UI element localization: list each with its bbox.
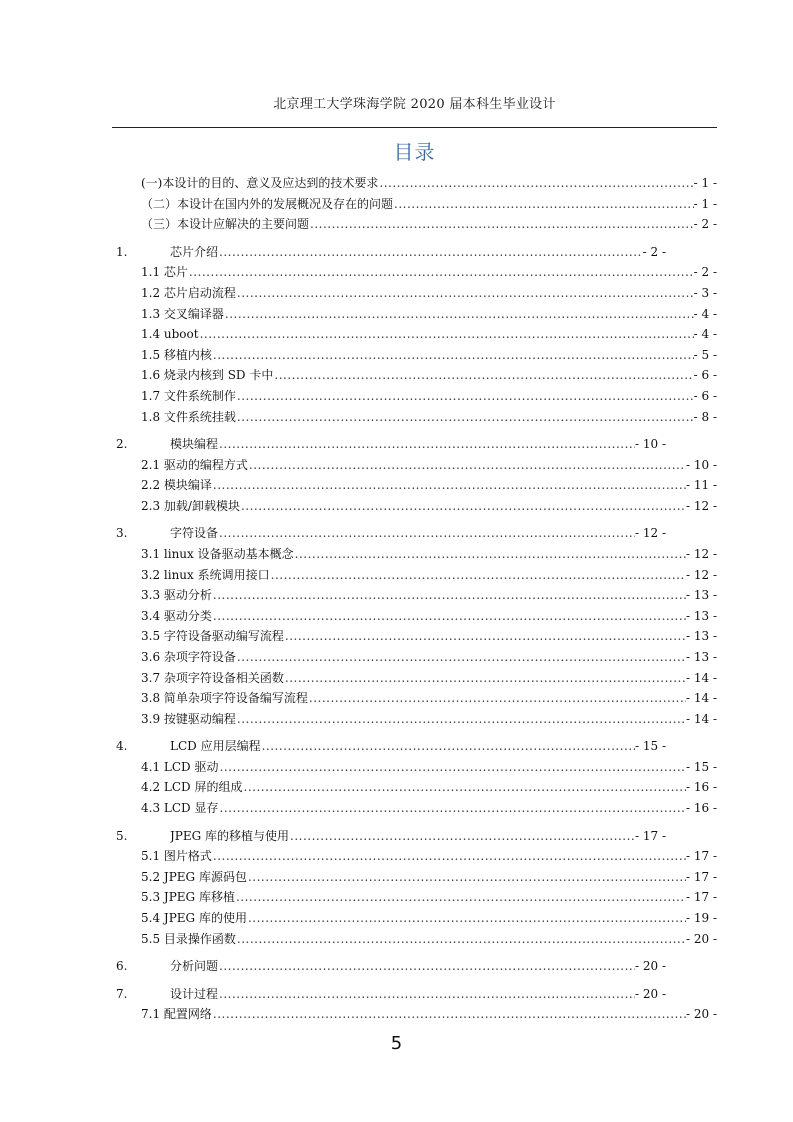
toc-entry-page: - 14 - xyxy=(685,711,717,726)
dot-leader xyxy=(212,585,686,605)
dot-leader xyxy=(393,194,694,214)
toc-entry-title: 1.1 芯片 xyxy=(141,265,188,280)
toc-entry-page: - 4 - xyxy=(693,327,717,342)
toc-entry-title: 设计过程 xyxy=(170,986,219,1001)
toc-entry-title: 5.5 目录操作函数 xyxy=(141,931,236,946)
toc-entry-page: - 10 - xyxy=(634,437,666,451)
toc-entry-title: 2.1 驱动的编程方式 xyxy=(141,457,248,472)
dot-leader xyxy=(218,434,635,454)
toc-entry-title: 5.4 JPEG 库的使用 xyxy=(141,910,247,925)
toc-section-entry[interactable] xyxy=(141,262,717,282)
toc-entry-title: 3.3 驱动分析 xyxy=(141,588,212,603)
dot-leader xyxy=(294,544,686,564)
toc-section-entry[interactable] xyxy=(141,606,717,626)
dot-leader xyxy=(270,565,686,585)
toc-section-entry[interactable] xyxy=(141,908,717,928)
toc-entry-page: - 13 - xyxy=(685,588,717,603)
dot-leader xyxy=(284,668,686,688)
toc-section-entry[interactable] xyxy=(141,647,717,667)
toc-entry-page: - 8 - xyxy=(693,409,717,424)
toc-entry-page: - 2 - xyxy=(642,244,666,259)
toc-entry-title: 分析问题 xyxy=(170,959,219,973)
toc-entry-page: - 13 - xyxy=(685,608,717,623)
toc-section-entry[interactable] xyxy=(141,887,717,907)
toc-intro-entry[interactable] xyxy=(141,194,717,214)
dot-leader xyxy=(199,324,694,344)
dot-leader xyxy=(188,262,694,282)
dot-leader xyxy=(236,647,686,667)
chapter-number: 5. xyxy=(116,828,128,843)
toc-entry-page: - 3 - xyxy=(693,285,717,300)
dot-leader xyxy=(308,688,686,708)
dot-leader xyxy=(240,496,686,516)
toc-entry-title: 3.4 驱动分类 xyxy=(141,608,212,623)
toc-entry-title: 3.5 字符设备驱动编写流程 xyxy=(141,629,284,644)
chapter-number: 7. xyxy=(116,986,128,1001)
toc-chapter-entry[interactable] xyxy=(170,984,666,1004)
toc-entry-title: 2.3 加载/卸载模块 xyxy=(141,498,240,513)
toc-entry-page: - 20 - xyxy=(634,986,666,1001)
dot-leader xyxy=(212,1004,686,1024)
toc-section-entry[interactable] xyxy=(141,386,717,406)
toc-section-entry[interactable] xyxy=(141,929,717,949)
toc-chapter-entry[interactable] xyxy=(170,956,666,976)
toc-entry-page: - 6 - xyxy=(693,368,717,383)
toc-section-entry[interactable] xyxy=(141,565,717,585)
toc-entry-title: 1.4 uboot xyxy=(141,327,199,342)
toc-entry-page: - 15 - xyxy=(634,739,666,754)
toc-section-entry[interactable] xyxy=(141,407,717,427)
toc-entry-title: 芯片介绍 xyxy=(170,244,219,259)
page-number: 5 xyxy=(390,1033,403,1054)
dot-leader xyxy=(273,365,693,385)
dot-leader xyxy=(236,407,694,427)
toc-entry-page: - 12 - xyxy=(685,498,717,513)
dot-leader xyxy=(218,984,635,1004)
toc-entry-title: 1.5 移植内核 xyxy=(141,347,212,362)
dot-leader xyxy=(212,846,686,866)
toc-entry-page: - 11 - xyxy=(685,478,717,493)
toc-chapter-entry[interactable] xyxy=(170,523,666,543)
toc-entry-page: - 6 - xyxy=(693,388,717,403)
toc-entry-page: - 1 - xyxy=(693,176,717,190)
toc-entry-title: 4.2 LCD 屏的组成 xyxy=(141,780,243,795)
toc-entry-title: 字符设备 xyxy=(170,526,219,541)
toc-entry-page: - 5 - xyxy=(693,347,717,362)
dot-leader xyxy=(289,826,635,846)
toc-entry-page: - 4 - xyxy=(693,306,717,321)
toc-entry-page: - 12 - xyxy=(685,546,717,561)
toc-section-entry[interactable] xyxy=(141,757,717,777)
toc-entry-page: - 20 - xyxy=(685,931,717,946)
toc-entry-title: 4.3 LCD 显存 xyxy=(141,801,219,815)
chapter-number: 1. xyxy=(116,244,128,259)
chapter-number: 2. xyxy=(116,437,128,451)
toc-section-entry[interactable] xyxy=(141,496,717,516)
dot-leader xyxy=(261,736,635,756)
toc-entry-page: - 1 - xyxy=(693,196,717,211)
dot-leader xyxy=(224,304,694,324)
toc-entry-page: - 12 - xyxy=(634,526,666,541)
toc-entry-title: (一)本设计的目的、意义及应达到的技术要求 xyxy=(141,176,379,190)
toc-section-entry[interactable] xyxy=(141,365,717,385)
toc-section-entry[interactable] xyxy=(141,867,717,887)
dot-leader xyxy=(236,929,686,949)
toc-chapter-entry[interactable] xyxy=(170,434,666,454)
dot-leader xyxy=(235,887,686,907)
dot-leader xyxy=(247,908,686,928)
toc-entry-page: - 2 - xyxy=(693,217,717,232)
toc-entry-page: - 19 - xyxy=(685,910,717,925)
toc-entry-page: - 16 - xyxy=(685,780,717,795)
toc-entry-title: 2.2 模块编译 xyxy=(141,478,212,493)
toc-chapter-entry[interactable] xyxy=(170,736,666,756)
toc-entry-page: - 17 - xyxy=(685,869,717,884)
toc-entry-page: - 17 - xyxy=(685,890,717,905)
toc-entry-title: （三）本设计应解决的主要问题 xyxy=(141,217,310,232)
toc-entry-page: - 10 - xyxy=(685,457,717,472)
toc-section-entry[interactable] xyxy=(141,345,717,365)
toc-section-entry[interactable] xyxy=(141,846,717,866)
toc-intro-entry[interactable] xyxy=(141,173,717,193)
toc-entry-page: - 20 - xyxy=(685,1007,717,1022)
chapter-number: 3. xyxy=(116,526,128,541)
toc-title: 目录 xyxy=(393,140,436,164)
toc-section-entry[interactable] xyxy=(141,626,717,646)
dot-leader xyxy=(378,173,693,193)
toc-intro-entry[interactable] xyxy=(141,214,717,234)
dot-leader xyxy=(236,283,694,303)
dot-leader xyxy=(218,242,643,262)
toc-entry-title: 3.8 简单杂项字符设备编写流程 xyxy=(141,691,308,706)
toc-section-entry[interactable] xyxy=(141,544,717,564)
dot-leader xyxy=(236,386,694,406)
toc-section-entry[interactable] xyxy=(141,304,717,324)
toc-entry-title: 1.3 交叉编译器 xyxy=(141,306,224,321)
toc-entry-title: 3.9 按键驱动编程 xyxy=(141,711,236,726)
toc-entry-page: - 20 - xyxy=(634,959,666,973)
toc-entry-title: 1.7 文件系统制作 xyxy=(141,388,236,403)
toc-entry-title: 1.2 芯片启动流程 xyxy=(141,285,236,300)
toc-entry-title: 5.3 JPEG 库移植 xyxy=(141,890,235,905)
toc-entry-title: 5.2 JPEG 库源码包 xyxy=(141,869,247,884)
toc-entry-page: - 16 - xyxy=(685,801,717,815)
dot-leader xyxy=(284,626,686,646)
dot-leader xyxy=(248,455,686,475)
toc-entry-page: - 14 - xyxy=(685,670,717,685)
dot-leader xyxy=(236,709,686,729)
toc-entry-page: - 13 - xyxy=(685,629,717,644)
toc-entry-title: （二）本设计在国内外的发展概况及存在的问题 xyxy=(141,196,394,211)
toc-entry-page: - 2 - xyxy=(693,265,717,280)
toc-section-entry[interactable] xyxy=(141,798,717,818)
toc-section-entry[interactable] xyxy=(141,1004,717,1024)
toc-entry-title: LCD 应用层编程 xyxy=(170,739,261,754)
toc-section-entry[interactable] xyxy=(141,283,717,303)
toc-entry-title: 4.1 LCD 驱动 xyxy=(141,759,219,774)
toc-entry-page: - 14 - xyxy=(685,691,717,706)
toc-entry-title: 1.8 文件系统挂载 xyxy=(141,409,236,424)
dot-leader xyxy=(243,777,686,797)
toc-chapter-entry[interactable] xyxy=(170,242,666,262)
toc-entry-page: - 13 - xyxy=(685,649,717,664)
toc-entry-page: - 17 - xyxy=(685,849,717,864)
toc-section-entry[interactable] xyxy=(141,777,717,797)
dot-leader xyxy=(218,523,635,543)
toc-entry-page: - 15 - xyxy=(685,759,717,774)
toc-section-entry[interactable] xyxy=(141,455,717,475)
dot-leader xyxy=(212,475,686,495)
dot-leader xyxy=(212,606,686,626)
toc-section-entry[interactable] xyxy=(141,324,717,344)
dot-leader xyxy=(219,757,686,777)
toc-entry-title: 3.2 linux 系统调用接口 xyxy=(141,567,270,582)
toc-section-entry[interactable] xyxy=(141,688,717,708)
dot-leader xyxy=(309,214,694,234)
toc-entry-title: 5.1 图片格式 xyxy=(141,849,212,864)
toc-entry-title: 3.1 linux 设备驱动基本概念 xyxy=(141,546,294,561)
toc-entry-title: 1.6 烧录内核到 SD 卡中 xyxy=(141,368,274,383)
toc-chapter-entry[interactable] xyxy=(170,826,666,846)
toc-section-entry[interactable] xyxy=(141,475,717,495)
toc-entry-title: 3.6 杂项字符设备 xyxy=(141,649,236,664)
chapter-number: 6. xyxy=(116,959,128,973)
toc-section-entry[interactable] xyxy=(141,585,717,605)
toc-section-entry[interactable] xyxy=(141,668,717,688)
dot-leader xyxy=(212,345,694,365)
dot-leader xyxy=(219,798,686,818)
running-header: 北京理工大学珠海学院 2020 届本科生毕业设计 xyxy=(273,97,556,112)
toc-entry-title: 7.1 配置网络 xyxy=(141,1007,212,1022)
toc-section-entry[interactable] xyxy=(141,709,717,729)
toc-entry-title: JPEG 库的移植与使用 xyxy=(170,828,290,843)
toc-entry-title: 3.7 杂项字符设备相关函数 xyxy=(141,670,284,685)
toc-entry-page: - 17 - xyxy=(634,828,666,843)
chapter-number: 4. xyxy=(116,739,128,754)
toc-entry-title: 模块编程 xyxy=(170,437,219,451)
dot-leader xyxy=(247,867,686,887)
dot-leader xyxy=(218,956,635,976)
toc-entry-page: - 12 - xyxy=(685,567,717,582)
